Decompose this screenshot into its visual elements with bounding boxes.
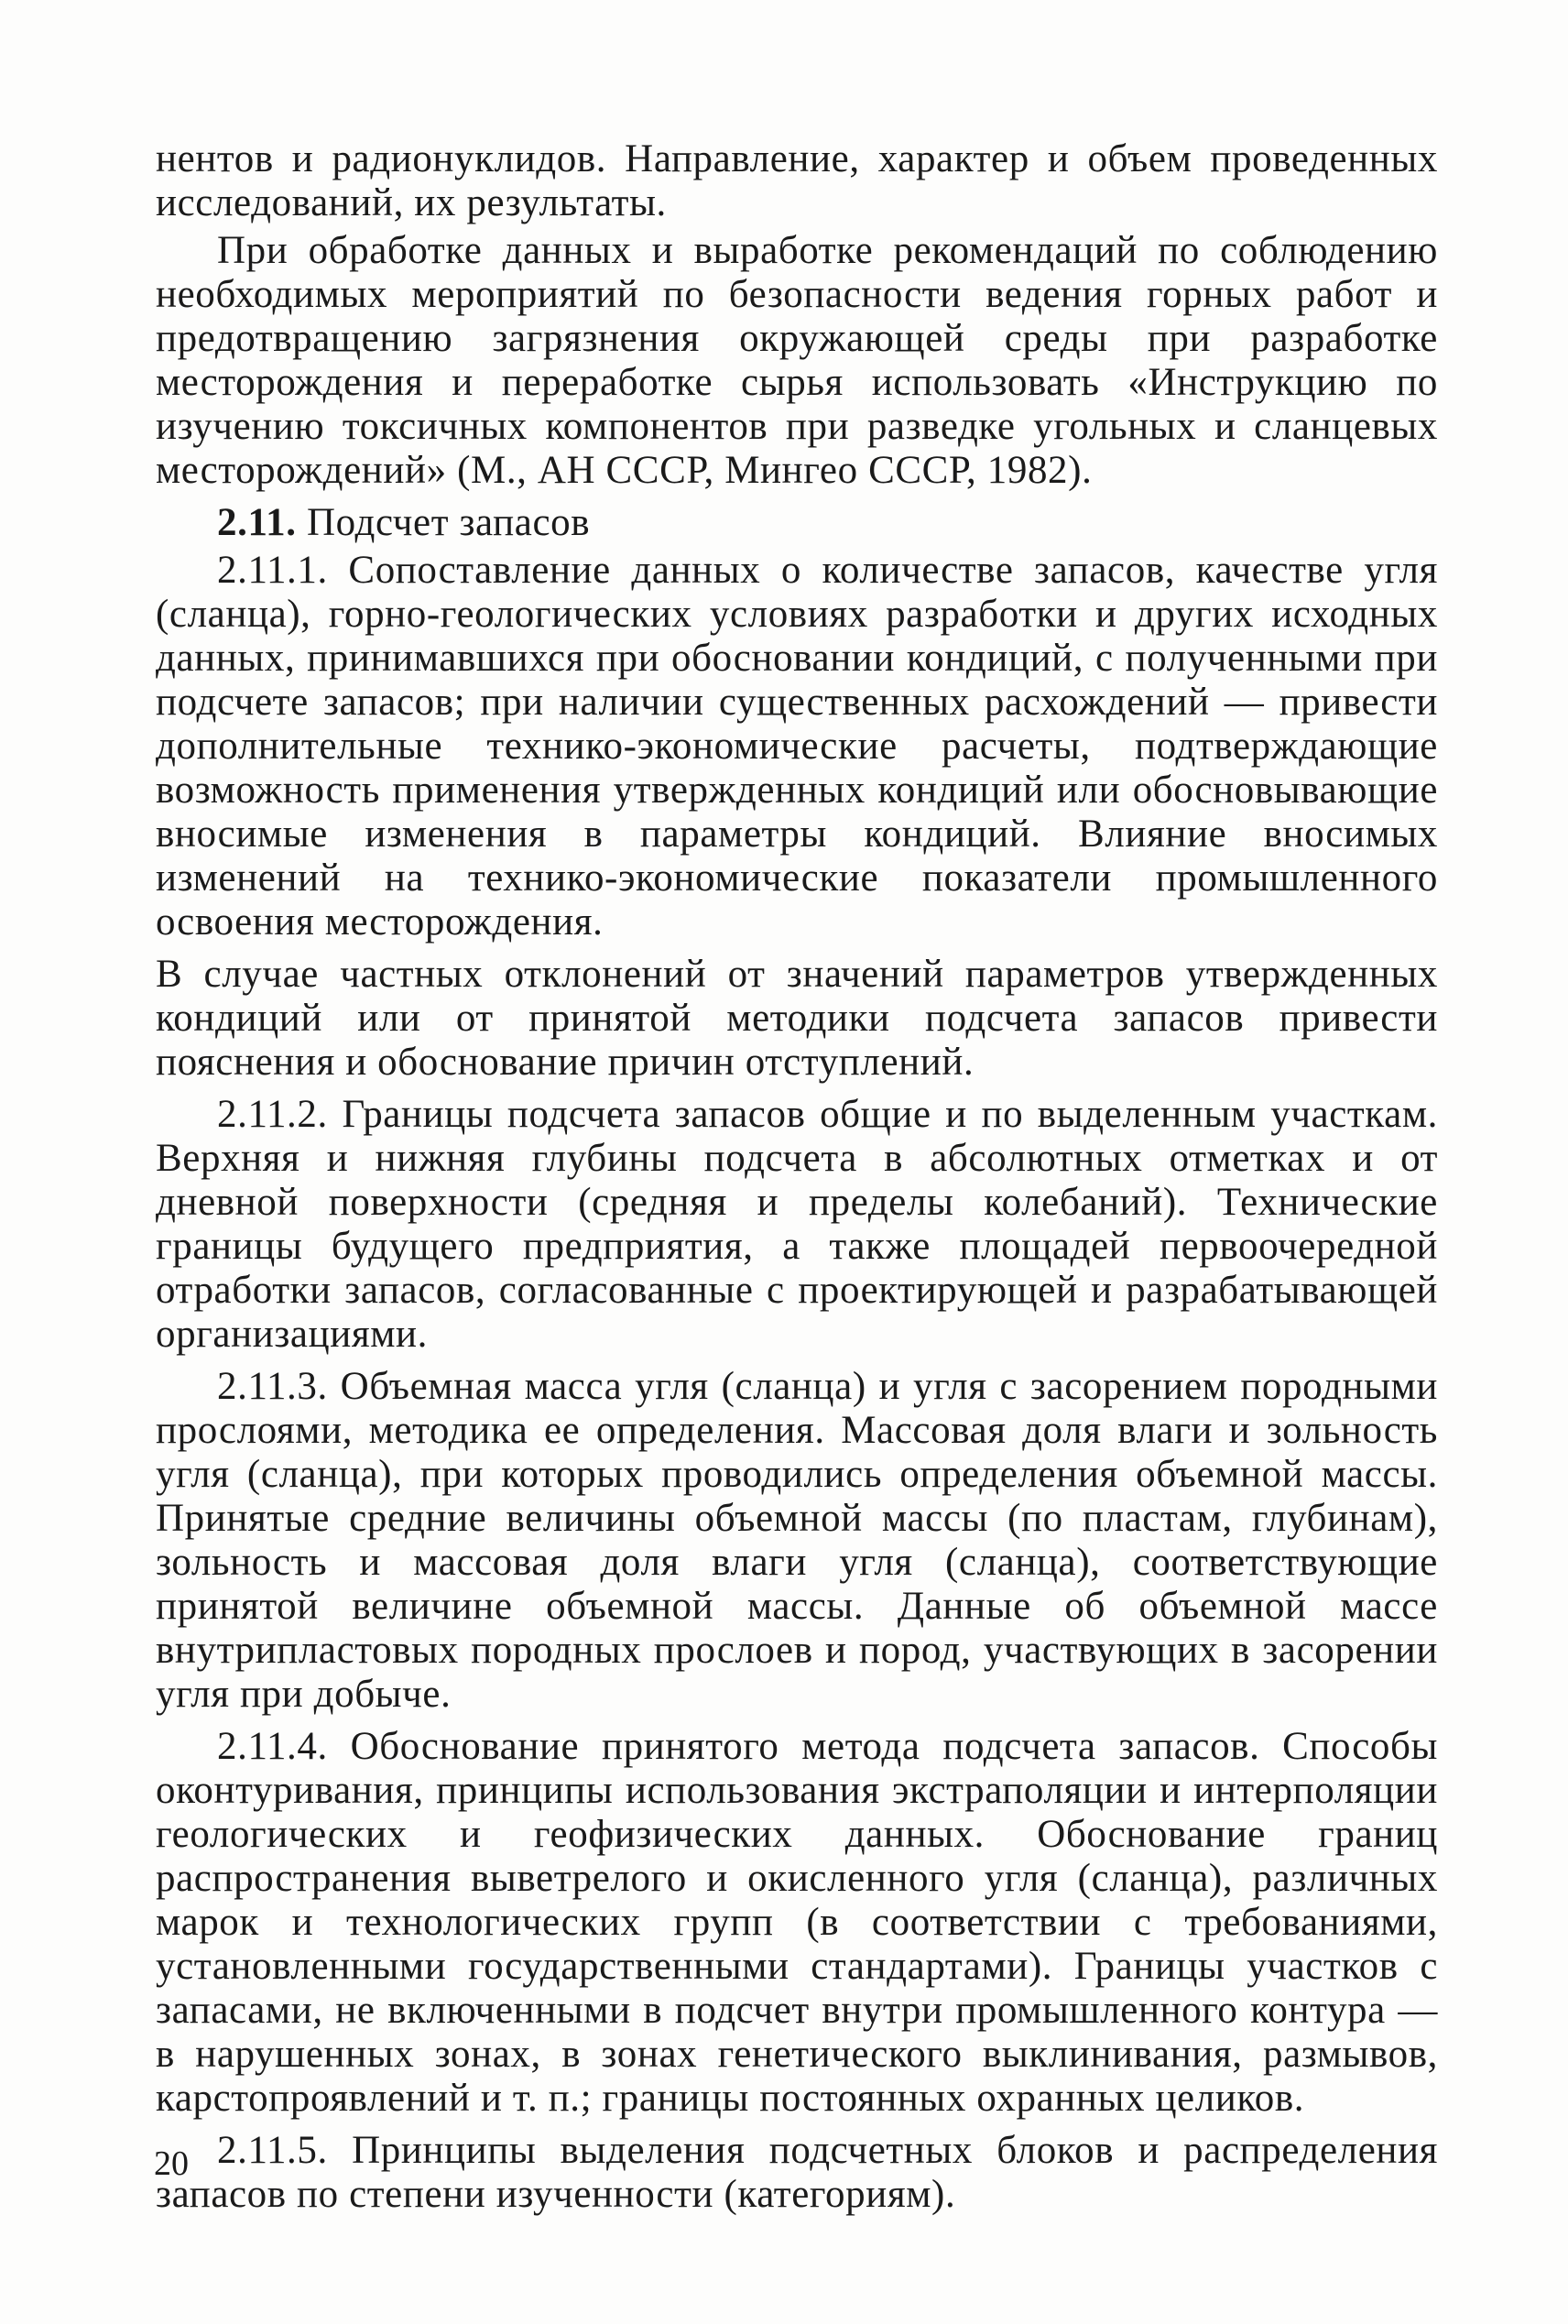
paragraph-2-11-5: 2.11.5. Принципы выделения подсчетных блоков и распределения запасов по степени изученности (категориям). xyxy=(156,2129,1438,2216)
section-heading-title: Подсчет запасов xyxy=(296,501,591,544)
paragraph-2-11-4: 2.11.4. Обоснование принятого метода подсчета запасов. Способы оконтуривания, принципы использования экстраполяции и интерполяции геологических и геофизических данных. Обоснование границ распространения выветрелого и окисленного угля (сланца), различных марок и технологических групп (в соответствии с требованиями, установленными государственными стандартами). Границы участков с запасами, не включенными в подсчет внутри промышленного контура — в нарушенных зонах, в зонах генетического выклинивания, размывов, карстопроявлений и т. п.; границы постоянных охранных целиков. xyxy=(156,1725,1438,2120)
paragraph-toxic-components: При обработке данных и выработке рекомендаций по соблюдению необходимых мероприятий по безопасности ведения горных работ и предотвращению загрязнения окружающей среды при разработке месторождения и переработке сырья использовать «Инструкцию по изучению токсичных компонентов при разведке угольных и сланцевых месторождений» (М., АН СССР, Мингео СССР, 1982). xyxy=(156,229,1438,492)
paragraph-2-11-3: 2.11.3. Объемная масса угля (сланца) и угля с засорением породными прослоями, методика ее определения. Массовая доля влаги и зольность угля (сланца), при которых проводились определения объемной массы. Принятые средние величины объемной массы (по пластам, глубинам), зольность и массовая доля влаги угля (сланца), соответствующие принятой величине объемной массы. Данные об объемной массе внутрипластовых породных прослоев и пород, участвующих в засорении угля при добыче. xyxy=(156,1365,1438,1716)
paragraph-continuation: нентов и радионуклидов. Направление, характер и объем проведенных исследований, их результаты. xyxy=(156,137,1438,224)
paragraph-2-11-2: 2.11.2. Границы подсчета запасов общие и по выделенным участкам. Верхняя и нижняя глубины подсчета в абсолютных отметках и от дневной поверхности (средняя и пределы колебаний). Технические границы будущего предприятия, а также площадей первоочередной отработки запасов, согласованные с проектирующей и разрабатывающей организациями. xyxy=(156,1093,1438,1356)
section-heading-number: 2.11. xyxy=(217,501,297,544)
body-text xyxy=(156,137,1438,2225)
section-heading xyxy=(156,501,1438,545)
page-number: 20 xyxy=(154,2144,189,2183)
paragraph-2-11-1: 2.11.1. Сопоставление данных о количестве запасов, качестве угля (сланца), горно-геологических условиях разработки и других исходных данных, принимавшихся при обосновании кондиций, с полученными при подсчете запасов; при наличии существенных расхождений — привести дополнительные технико-экономические расчеты, подтверждающие возможность применения утвержденных кондиций или обосновывающие вносимые изменения в параметры кондиций. Влияние вносимых изменений на технико-экономические показатели промышленного освоения месторождения. xyxy=(156,549,1438,944)
paragraph-deviations: В случае частных отклонений от значений параметров утвержденных кондиций или от принятой методики подсчета запасов привести пояснения и обоснование причин отступлений. xyxy=(156,953,1438,1084)
